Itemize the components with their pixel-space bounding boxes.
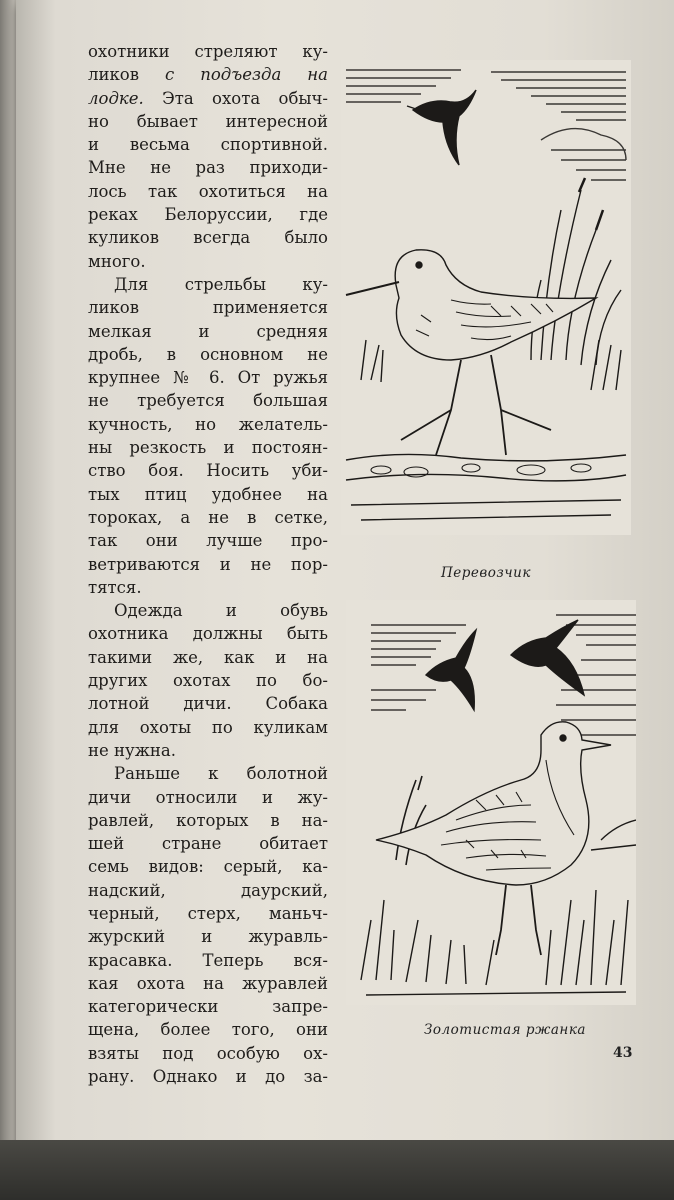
text-segment: шей стране обитает: [88, 834, 328, 854]
text-line: [88, 366, 328, 389]
text-line: [88, 133, 328, 156]
text-line: [88, 180, 328, 203]
text-segment: взяты под особую ох-: [88, 1043, 328, 1063]
text-segment: тых птиц удобнее на: [88, 484, 328, 504]
caption-golden-plover: Золотистая ржанка: [424, 1022, 586, 1038]
text-segment: ликов: [88, 65, 165, 85]
text-segment: для охоты по куликам: [88, 717, 328, 737]
illustration-common-sandpiper: [341, 60, 631, 535]
text-segment: равлей, которых в на-: [88, 810, 328, 830]
italic-text: лодке.: [88, 88, 144, 108]
text-line: [88, 879, 328, 902]
text-segment: реках Белоруссии, где: [88, 205, 328, 225]
text-segment: семь видов: серый, ка-: [88, 857, 328, 877]
text-segment: категорически запре-: [88, 997, 328, 1017]
text-line: [88, 1042, 328, 1065]
text-segment: но бывает интересной: [88, 111, 328, 131]
text-segment: крупнее № 6. От ружья: [88, 368, 328, 388]
text-line: [88, 949, 328, 972]
text-line: [88, 343, 328, 366]
text-line: [88, 739, 328, 762]
text-segment: Мне не раз приходи-: [88, 158, 328, 178]
text-line: [88, 1018, 328, 1041]
text-segment: кая охота на журавлей: [88, 973, 328, 993]
text-line: [88, 716, 328, 739]
text-segment: дробь, в основном не: [88, 344, 328, 364]
text-line: [88, 1065, 328, 1088]
text-line: [88, 925, 328, 948]
text-segment: лотной дичи. Собака: [88, 694, 328, 714]
text-segment: охотника должны быть: [88, 624, 328, 644]
text-line: [88, 646, 328, 669]
text-line: [88, 296, 328, 319]
text-line: [88, 902, 328, 925]
text-segment: рану. Однако и до за-: [88, 1067, 328, 1087]
text-line: [88, 40, 328, 63]
text-segment: ликов применяется: [88, 298, 328, 318]
text-line: [88, 483, 328, 506]
text-segment: кучность, но желатель-: [88, 414, 328, 434]
text-segment: Раньше к болотной: [114, 764, 328, 784]
text-segment: красавка. Теперь вся-: [88, 950, 328, 970]
text-line: [88, 576, 328, 599]
text-segment: Для стрельбы ку-: [114, 274, 328, 294]
text-line: [88, 273, 328, 296]
text-segment: других охотах по бо-: [88, 671, 328, 691]
text-segment: ветриваются и не пор-: [88, 554, 328, 574]
text-line: [88, 389, 328, 412]
text-segment: куликов всегда было: [88, 228, 328, 248]
text-line: [88, 972, 328, 995]
text-line: [88, 63, 328, 86]
text-line: [88, 110, 328, 133]
text-line: [88, 436, 328, 459]
text-line: [88, 995, 328, 1018]
body-text: [88, 40, 328, 1088]
text-segment: такими же, как и на: [88, 647, 328, 667]
text-line: [88, 832, 328, 855]
text-segment: дичи относили и жу-: [88, 787, 328, 807]
text-line: [88, 553, 328, 576]
text-line: [88, 413, 328, 436]
text-line: [88, 692, 328, 715]
text-line: [88, 599, 328, 622]
text-line: [88, 87, 328, 110]
text-line: [88, 809, 328, 832]
text-segment: мелкая и средняя: [88, 321, 328, 341]
text-segment: лось так охотиться на: [88, 181, 328, 201]
illustration-golden-plover: [346, 600, 636, 1005]
text-line: [88, 855, 328, 878]
text-line: [88, 506, 328, 529]
text-line: [88, 669, 328, 692]
text-segment: Эта охота обыч-: [143, 88, 328, 108]
text-segment: черный, стерх, маньч-: [88, 903, 328, 923]
text-segment: журский и журавль-: [88, 927, 328, 947]
text-line: [88, 156, 328, 179]
caption-common-sandpiper: Перевозчик: [441, 565, 531, 581]
text-line: [88, 786, 328, 809]
text-line: [88, 226, 328, 249]
text-segment: охотники стреляют ку-: [88, 42, 328, 61]
text-line: [88, 250, 328, 273]
text-segment: так они лучше про-: [88, 531, 328, 551]
text-segment: и весьма спортивной.: [88, 135, 328, 155]
text-line: [88, 459, 328, 482]
text-line: [88, 203, 328, 226]
book-page: [16, 0, 674, 1150]
italic-text: с подъезда на: [165, 65, 328, 85]
text-segment: тороках, а не в сетке,: [88, 507, 328, 527]
text-line: [88, 529, 328, 552]
text-segment: Одежда и обувь: [114, 601, 328, 621]
page-number: 43: [613, 1045, 633, 1061]
text-line: [88, 762, 328, 785]
text-segment: много.: [88, 251, 146, 271]
text-segment: ство боя. Носить уби-: [88, 461, 328, 481]
text-line: [88, 320, 328, 343]
table-surface: [0, 1140, 674, 1200]
text-segment: не нужна.: [88, 740, 176, 760]
text-segment: надский, даурский,: [88, 880, 328, 900]
text-segment: щена, более того, они: [88, 1020, 328, 1040]
text-segment: тятся.: [88, 577, 142, 597]
text-segment: не требуется большая: [88, 391, 328, 411]
text-line: [88, 622, 328, 645]
text-segment: ны резкость и постоян-: [88, 438, 328, 458]
